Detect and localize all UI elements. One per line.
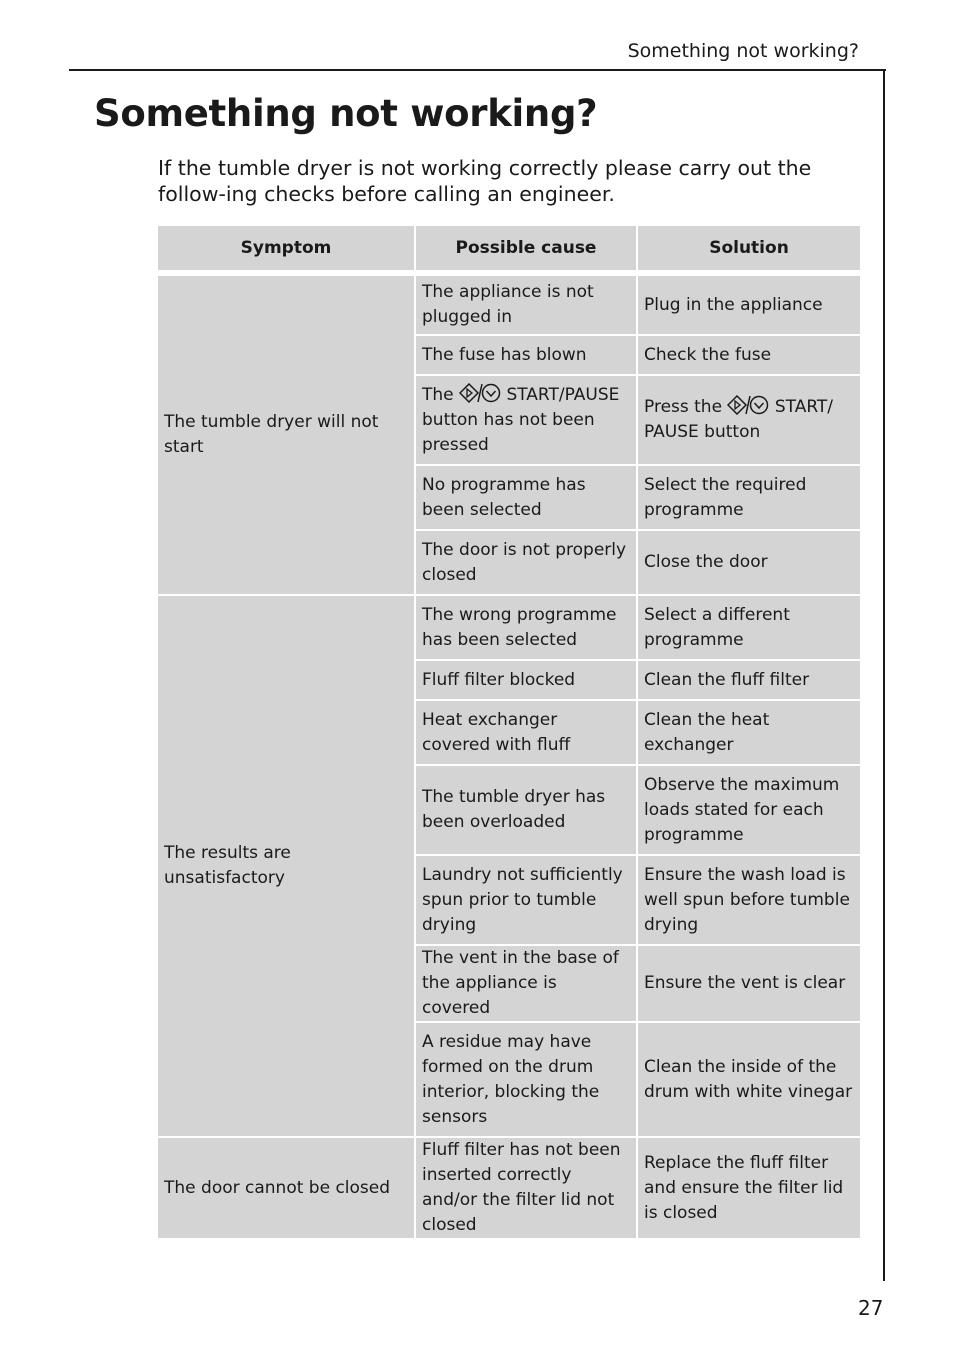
cause-cell: The tumble dryer has been overloaded bbox=[415, 765, 637, 855]
page-number: 27 bbox=[858, 1296, 884, 1320]
solution-cell: Plug in the appliance bbox=[637, 273, 860, 335]
solution-cell: Check the fuse bbox=[637, 335, 860, 375]
table-row bbox=[158, 273, 860, 335]
solution-cell: Clean the inside of the drum with white vinegar bbox=[637, 1022, 860, 1137]
cause-cell: A residue may have formed on the drum interior, blocking the sensors bbox=[415, 1022, 637, 1137]
solution-text-start: Press the bbox=[644, 397, 723, 417]
intro-paragraph: If the tumble dryer is not working correctly please carry out the follow-ing checks before calling an engineer. bbox=[158, 156, 812, 206]
header-symptom: Symptom bbox=[158, 226, 415, 273]
start-pause-icon bbox=[459, 383, 501, 403]
start-pause-icon bbox=[727, 395, 769, 415]
cause-cell: The fuse has blown bbox=[415, 335, 637, 375]
solution-cell: Ensure the wash load is well spun before tumble drying bbox=[637, 855, 860, 945]
cause-cell: Fluff filter blocked bbox=[415, 660, 637, 700]
symptom-cell: The door cannot be closed bbox=[158, 1137, 415, 1239]
solution-cell: Observe the maximum loads stated for each programme bbox=[637, 765, 860, 855]
cause-cell: The door is not properly closed bbox=[415, 530, 637, 595]
table-row bbox=[158, 1137, 860, 1239]
header-solution: Solution bbox=[637, 226, 860, 273]
symptom-cell: The results are unsatisfactory bbox=[158, 595, 415, 1137]
cause-cell bbox=[415, 375, 637, 465]
cause-cell: Laundry not sufficiently spun prior to tumble drying bbox=[415, 855, 637, 945]
cause-text-end: START/PAUSE button has not been pressed bbox=[422, 384, 620, 455]
solution-cell: Ensure the vent is clear bbox=[637, 945, 860, 1022]
solution-cell: Clean the heat exchanger bbox=[637, 700, 860, 765]
solution-cell: Select the required programme bbox=[637, 465, 860, 530]
cause-cell: The wrong programme has been selected bbox=[415, 595, 637, 660]
symptom-cell: The tumble dryer will not start bbox=[158, 273, 415, 595]
cause-cell: Heat exchanger covered with fluff bbox=[415, 700, 637, 765]
cause-cell: The vent in the base of the appliance is covered bbox=[415, 945, 637, 1022]
solution-cell: Close the door bbox=[637, 530, 860, 595]
header-possible-cause: Possible cause bbox=[415, 226, 637, 273]
cause-cell: No programme has been selected bbox=[415, 465, 637, 530]
cause-cell: Fluff filter has not been inserted correctly and/or the filter lid not closed bbox=[415, 1137, 637, 1239]
solution-cell: Select a different programme bbox=[637, 595, 860, 660]
cause-cell: The appliance is not plugged in bbox=[415, 273, 637, 335]
troubleshooting-table bbox=[158, 226, 860, 1240]
solution-cell bbox=[637, 375, 860, 465]
page-title: Something not working? bbox=[94, 92, 598, 135]
solution-cell: Replace the fluff filter and ensure the filter lid is closed bbox=[637, 1137, 860, 1239]
cause-text-start: The bbox=[422, 384, 454, 405]
running-head: Something not working? bbox=[627, 40, 859, 62]
margin-rule bbox=[883, 69, 885, 1281]
table-row bbox=[158, 595, 860, 660]
header-rule bbox=[69, 69, 886, 71]
solution-text-end: START/ PAUSE button bbox=[644, 397, 834, 442]
solution-cell: Clean the fluff filter bbox=[637, 660, 860, 700]
table-header-row bbox=[158, 226, 860, 273]
